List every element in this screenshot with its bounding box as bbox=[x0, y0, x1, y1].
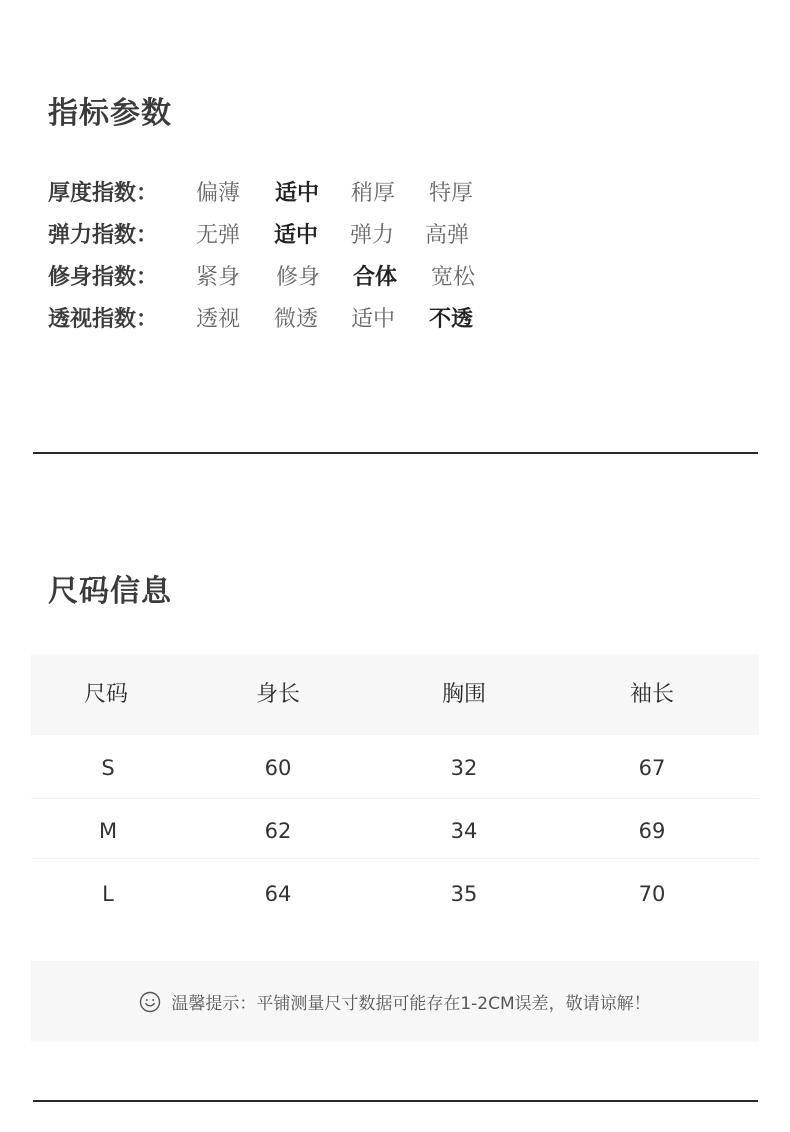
table-row bbox=[31, 735, 759, 799]
param-option: 偏薄 bbox=[196, 181, 241, 206]
data-cell: 35 bbox=[450, 882, 478, 906]
param-option: 无弹 bbox=[196, 223, 241, 248]
param-option: 修身 bbox=[276, 265, 321, 290]
data-cell: 60 bbox=[264, 756, 292, 780]
data-cell: 67 bbox=[638, 756, 666, 780]
param-option: 高弹 bbox=[425, 223, 470, 248]
smile-icon bbox=[139, 991, 161, 1013]
param-label: 厚度指数： bbox=[48, 181, 159, 206]
data-cell: 64 bbox=[264, 882, 292, 906]
param-option: 特厚 bbox=[429, 181, 474, 206]
param-option-selected: 适中 bbox=[275, 181, 320, 206]
section-divider bbox=[33, 452, 758, 454]
size-section-title: 尺码信息 bbox=[48, 574, 172, 609]
param-option-selected: 合体 bbox=[353, 265, 398, 290]
param-option: 紧身 bbox=[196, 265, 241, 290]
header-cell: 胸围 bbox=[441, 682, 486, 707]
data-cell: 69 bbox=[638, 819, 666, 843]
param-label: 弹力指数： bbox=[48, 223, 159, 248]
notice-text: 温馨提示：平铺测量尺寸数据可能存在1-2CM误差，敬请谅解！ bbox=[171, 994, 651, 1014]
header-cell: 袖长 bbox=[629, 682, 674, 707]
param-option: 弹力 bbox=[350, 223, 395, 248]
data-cell: 32 bbox=[450, 756, 478, 780]
header-cell: 尺码 bbox=[83, 682, 128, 707]
param-option-selected: 适中 bbox=[274, 223, 319, 248]
param-option: 透视 bbox=[196, 307, 241, 332]
data-cell: 70 bbox=[638, 882, 666, 906]
param-label: 透视指数： bbox=[48, 307, 159, 332]
header-cell: 身长 bbox=[255, 682, 300, 707]
notice-box bbox=[31, 961, 759, 1042]
params-section-title: 指标参数 bbox=[48, 96, 172, 131]
size-cell: S bbox=[101, 756, 115, 780]
param-option: 宽松 bbox=[431, 265, 476, 290]
size-cell: L bbox=[102, 882, 114, 906]
section-divider bbox=[33, 1100, 758, 1102]
table-row bbox=[31, 859, 759, 921]
data-cell: 62 bbox=[264, 819, 292, 843]
param-label: 修身指数： bbox=[48, 265, 159, 290]
size-table bbox=[31, 654, 759, 921]
param-option: 适中 bbox=[351, 307, 396, 332]
data-cell: 34 bbox=[450, 819, 478, 843]
param-option-selected: 不透 bbox=[429, 307, 474, 332]
table-row bbox=[31, 799, 759, 859]
size-table-header bbox=[31, 654, 759, 735]
param-option: 稍厚 bbox=[351, 181, 396, 206]
param-option: 微透 bbox=[274, 307, 319, 332]
size-cell: M bbox=[98, 819, 118, 843]
